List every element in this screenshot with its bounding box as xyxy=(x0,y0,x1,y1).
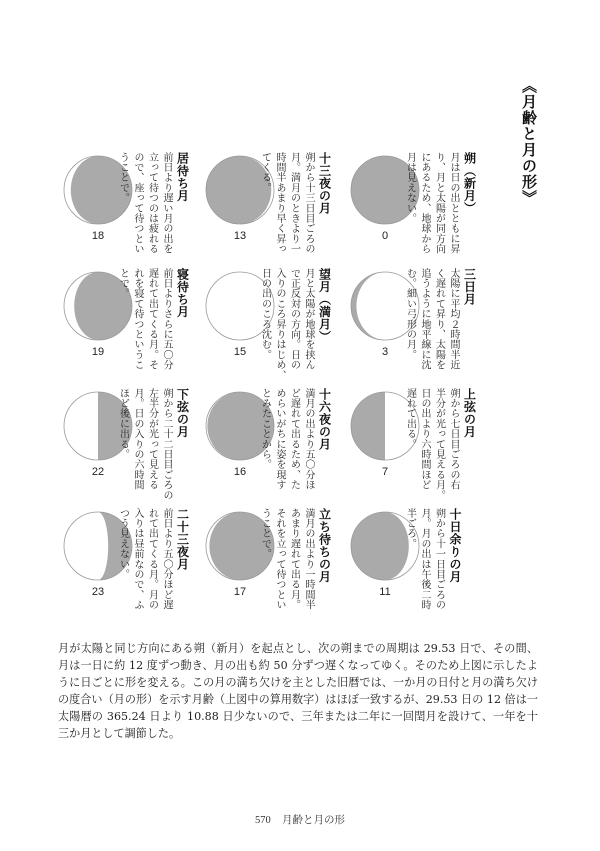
moon-description-line: 月は見えない。 xyxy=(404,152,416,224)
moon-description-line: れを寝て待つというこ xyxy=(132,268,143,370)
moon-description-line: ほど後に出る。 xyxy=(117,388,129,460)
body-paragraph: 月が太陽と同じ方向にある朔（新月）を起点とし、次の朔までの周期は 29.53 日で、その間、月は一日に約 12 度ずつ動き、月の出も約 50 分ずつ遅くなってゆく。そのため上図に示したように日ごとに形を変える。この月の満ち欠けを主とした旧暦では、一か月の日付と月の満ち欠けの度合い（月の形）を示す月齢（上図中の算用数字）はほぼ一致するが、29.53 日の 12 倍は一太陽暦の 365.24 日より 10.88 日少ないので、三年または二年に一回閏月を設けて、一年を十三か月として調節した。 xyxy=(58,642,538,740)
moon-description-line: 太陽に平均２時間半近 xyxy=(448,268,459,370)
moon-description xyxy=(115,508,190,610)
moon-description-line: めらいがちに姿を現す xyxy=(274,388,285,490)
moon-description-line: 時間半あまり早く昇っ xyxy=(274,152,285,254)
moon-description-line: 朔から七日目ごろの右 xyxy=(448,388,459,490)
moon-description-line: 立って待つのは疲れる xyxy=(146,152,158,254)
running-title: 月齢と月の形 xyxy=(282,814,346,826)
moon-description xyxy=(402,268,477,370)
moon-description-line: 日の出より六時間ほど xyxy=(419,388,430,490)
moon-description-line: 遅れて出る。 xyxy=(404,388,416,450)
moon-description-line: ど遅れて出るため、た xyxy=(288,388,300,490)
moon-description xyxy=(257,152,332,254)
moon-description-line: 前日より五〇分ほど遅 xyxy=(161,508,172,610)
moon-description-line: 満月の出より一時間半 xyxy=(303,508,314,610)
moon-description-line: 朔から二十二日目ごろの xyxy=(161,388,172,501)
moon-description-line: 左半分が光って見える xyxy=(146,388,158,490)
moon-phase-name: 居待ち月 xyxy=(175,152,190,202)
moon-shadow xyxy=(351,512,409,580)
moon-description-line: てくる。 xyxy=(259,152,271,193)
moon-description xyxy=(257,508,332,610)
moon-description-line: 日の出のころ沈む。 xyxy=(259,268,271,360)
moon-phase-name: 朔（新月） xyxy=(462,152,477,215)
moon-shadow xyxy=(351,392,385,460)
moon-age-label: 3 xyxy=(381,346,389,358)
moon-description-line: 前日より遅い月の出を xyxy=(161,152,172,254)
moon-description-line: 半分が光って見える月。 xyxy=(433,388,445,501)
moon-description-line: うことで。 xyxy=(259,508,271,559)
moon-description-line: とで。 xyxy=(117,268,129,299)
moon-description-line: あまり遅れて出る月。 xyxy=(288,508,300,610)
moon-description-line: 入りは昼前なので、ふ xyxy=(132,508,143,610)
moon-phase-name: 立ち待ちの月 xyxy=(317,508,332,583)
moon-description xyxy=(402,388,477,500)
moon-description-line: とみたことから。 xyxy=(259,388,271,470)
moon-age-label: 23 xyxy=(91,586,105,598)
page-footer xyxy=(0,812,600,827)
moon-description xyxy=(257,268,332,380)
page-number: 570 xyxy=(254,815,271,826)
moon-description-line: ので、座って待つとい xyxy=(132,152,143,254)
moon-phase-name: 三日月 xyxy=(462,268,477,306)
page-title: 《月齢と月の形》 xyxy=(520,78,538,206)
moon-description-line: 朔から十三日目ごろの xyxy=(303,152,314,254)
moon-description-line: つう見えない。 xyxy=(117,508,129,580)
moon-phase-name: 下弦の月 xyxy=(175,388,190,438)
moon-age-label: 18 xyxy=(91,230,105,242)
moon-description-line: 月は日の出とともに昇 xyxy=(448,152,459,254)
moon-age-label: 22 xyxy=(91,466,105,478)
moon-description-line: 月。月の出は午後二時 xyxy=(419,508,430,610)
moon-description-line: 月。日の入りの六時間 xyxy=(132,388,143,490)
moon-phase-name: 望月（満月） xyxy=(317,268,332,343)
moon-description-line: 遅れて出てくる月。そ xyxy=(146,268,158,370)
moon-description xyxy=(115,152,190,254)
moon-phase-name: 二十三夜月 xyxy=(175,508,190,571)
moon-age-label: 15 xyxy=(233,346,247,358)
moon-age-label: 11 xyxy=(379,586,391,598)
moon-age-label: 0 xyxy=(381,230,389,242)
moon-age-label: 7 xyxy=(381,466,389,478)
moon-description xyxy=(402,152,477,254)
moon-description xyxy=(115,268,190,370)
moon-phase-name: 十三夜の月 xyxy=(317,152,332,215)
moon-description xyxy=(115,388,190,500)
moon-age-label: 13 xyxy=(233,230,247,242)
moon-description-line: 前日よりさらに五〇分 xyxy=(161,268,172,370)
moon-description-line: 朔から十一日目ごろの xyxy=(433,508,445,610)
moon-description-line: く遅れて昇り、太陽を xyxy=(433,268,445,370)
moon-description xyxy=(402,508,462,610)
moon-description-line: れて出てくる月。月の xyxy=(146,508,158,610)
moon-description-line: うことで。 xyxy=(117,152,129,203)
moon-description xyxy=(257,388,332,490)
moon-phase-name: 十六夜の月 xyxy=(317,388,332,451)
moon-shadow xyxy=(351,272,385,340)
moon-phase-name: 寝待ち月 xyxy=(175,268,190,318)
moon-age-label: 17 xyxy=(233,586,247,598)
moon-description-line: それを立って待つとい xyxy=(274,508,285,610)
moon-description-line: にあるため、地球から xyxy=(419,152,430,254)
moon-description-line: 入りのころ昇りはじめ、 xyxy=(274,268,285,381)
moon-description-line: で正反対の方向。日の xyxy=(288,268,300,370)
moon-description-line: り、月と太陽が同方向 xyxy=(433,152,445,254)
moon-description-line: 満月の出より五〇分ほ xyxy=(303,388,314,490)
moon-description-line: 追うように地平線に沈 xyxy=(419,268,430,370)
moon-description-line: 月。満月のときより一 xyxy=(288,152,300,254)
moon-description-line: 月と太陽が地球を挟ん xyxy=(303,268,314,370)
moon-description-line: 半ごろ。 xyxy=(404,508,416,549)
moon-age-label: 16 xyxy=(233,466,247,478)
moon-age-label: 19 xyxy=(91,346,105,358)
moon-phase-name: 十日余りの月 xyxy=(448,508,462,583)
moon-description-line: む。細い弓形の月。 xyxy=(404,268,416,360)
moon-phase-name: 上弦の月 xyxy=(462,388,477,438)
